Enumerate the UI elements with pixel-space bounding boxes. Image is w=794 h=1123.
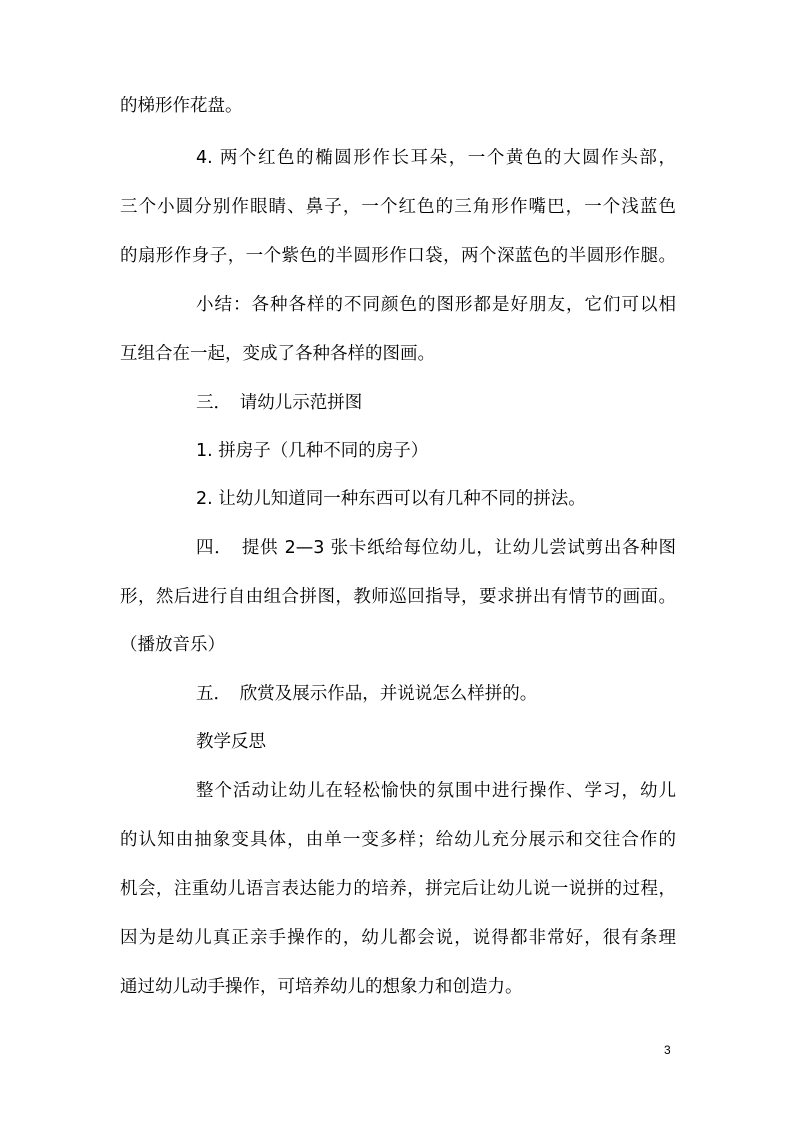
section-four-line-1: 四． 提供 2—3 张卡纸给每位幼儿，让幼儿尝试剪出各种图 (196, 538, 676, 558)
reflection-heading: 教学反思 (196, 732, 266, 752)
list-item-1: 1. 拼房子（几种不同的房子） (196, 441, 429, 461)
section-heading-five: 五． 欣赏及展示作品，并说说怎么样拼的。 (196, 684, 538, 704)
paragraph-line-1: 的梯形作花盘。 (120, 96, 243, 116)
reflection-line-3: 机会，注重幼儿语言表达能力的培养，拼完后让幼儿说一说拼的过程， (120, 879, 676, 899)
list-item-2: 2. 让幼儿知道同一种东西可以有几种不同的拼法。 (196, 489, 586, 509)
reflection-line-1: 整个活动让幼儿在轻松愉快的氛围中进行操作、学习，幼儿 (196, 781, 676, 801)
paragraph-line-4: 的扇形作身子，一个紫色的半圆形作口袋，两个深蓝色的半圆形作腿。 (120, 246, 676, 266)
summary-line-1: 小结：各种各样的不同颜色的图形都是好朋友，它们可以相 (196, 295, 676, 315)
reflection-line-2: 的认知由抽象变具体，由单一变多样；给幼儿充分展示和交往合作的 (120, 830, 676, 850)
summary-line-2: 互组合在一起，变成了各种各样的图画。 (120, 344, 435, 364)
reflection-line-4: 因为是幼儿真正亲手操作的，幼儿都会说，说得都非常好，很有条理 (120, 928, 676, 948)
section-heading-three: 三． 请幼儿示范拼图 (196, 393, 363, 413)
paragraph-line-3: 三个小圆分别作眼睛、鼻子，一个红色的三角形作嘴巴，一个浅蓝色 (120, 197, 676, 217)
paragraph-line-2: 4. 两个红色的椭圆形作长耳朵，一个黄色的大圆作头部， (196, 148, 676, 168)
section-four-line-3: （播放音乐） (120, 635, 225, 655)
page-number: 3 (664, 1043, 671, 1057)
section-four-line-2: 形，然后进行自由组合拼图，教师巡回指导，要求拼出有情节的画面。 (120, 587, 676, 607)
reflection-line-5: 通过幼儿动手操作，可培养幼儿的想象力和创造力。 (120, 977, 523, 997)
